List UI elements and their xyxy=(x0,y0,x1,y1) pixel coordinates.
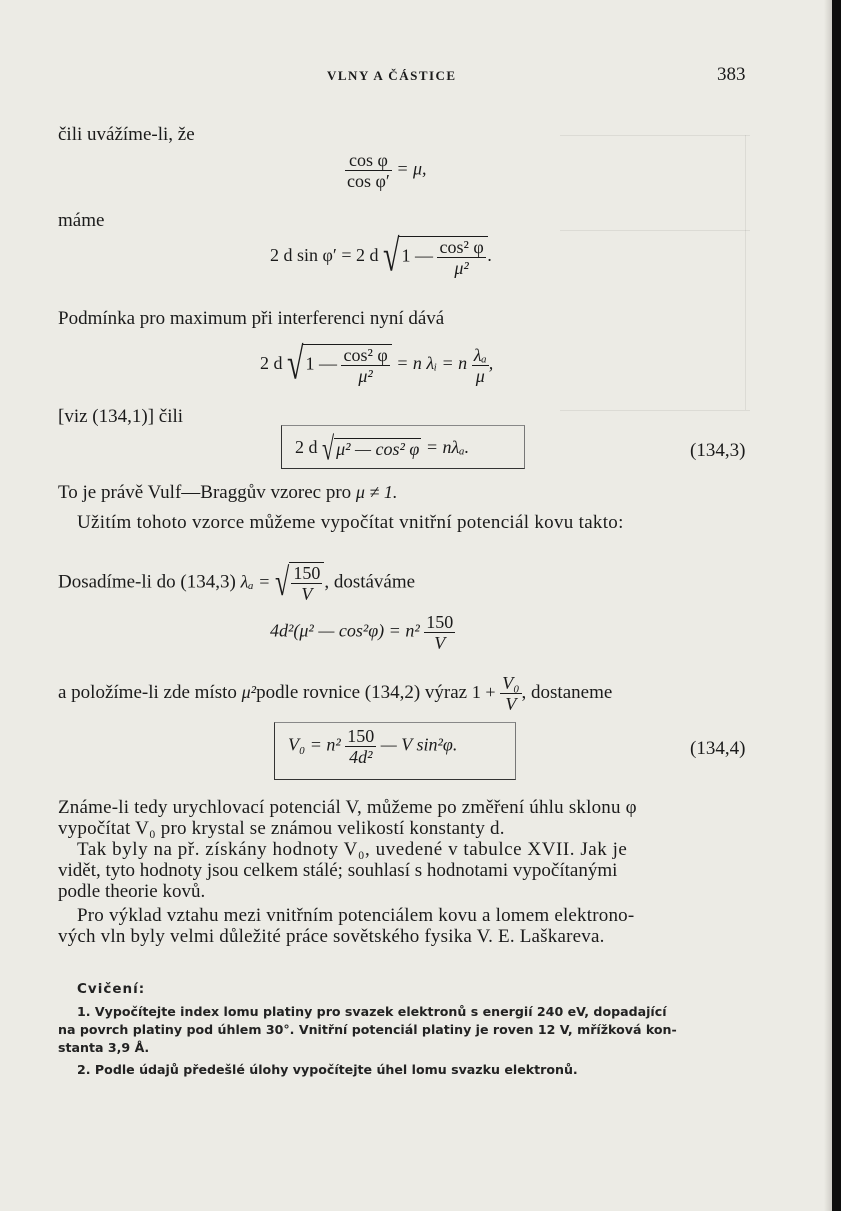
equation-vulf-bragg xyxy=(295,429,470,467)
sqrt-sign: √ xyxy=(287,339,304,389)
fraction xyxy=(472,345,489,386)
bleed-through-line xyxy=(745,135,746,410)
text-span: , dostaneme xyxy=(521,681,613,703)
numerator: cos φ xyxy=(345,150,392,171)
sqrt-body xyxy=(399,236,487,278)
text-line xyxy=(58,562,415,604)
text-span: , dostáváme xyxy=(324,571,416,593)
equation-sin-relation xyxy=(270,231,493,281)
numerator: 150 xyxy=(347,726,375,746)
math-term: 2 d xyxy=(295,437,318,458)
numerator: cos² φ xyxy=(343,345,388,365)
numerator: λₐ xyxy=(473,344,487,365)
denominator: μ xyxy=(475,365,485,386)
text-line: Tak byly na př. získány hodnoty V₀, uvedené v tabulce XVII. Jak je xyxy=(77,839,628,860)
text-line: vypočítat V₀ pro krystal se známou velikostí konstanty d. xyxy=(58,818,505,839)
denominator: cos φ′ xyxy=(347,171,390,191)
denominator: V xyxy=(505,694,517,714)
denominator: μ² xyxy=(358,366,373,386)
text-span: a položíme-li zde místo xyxy=(58,681,237,703)
equation-lhs: 4d²(μ² — cos²φ) = n² xyxy=(270,620,420,641)
equation-lhs: V₀ = n² xyxy=(288,734,341,755)
running-header: VLNY A ČÁSTICE xyxy=(327,68,457,83)
math-inline: λₐ = xyxy=(240,571,271,592)
sqrt-sign: √ xyxy=(382,231,400,281)
text-line: máme xyxy=(58,210,105,231)
math-punct: , xyxy=(488,353,494,374)
denominator: μ² xyxy=(454,258,469,278)
equation-maximum-condition xyxy=(260,339,494,389)
text-span: podle rovnice (134,2) výraz xyxy=(256,681,468,703)
equation-inner-potential xyxy=(288,726,457,767)
numerator: V₀ xyxy=(502,673,520,693)
fraction xyxy=(291,563,322,604)
sqrt-body: μ² — cos² φ xyxy=(336,439,420,459)
fraction xyxy=(424,612,455,653)
bleed-through-line xyxy=(560,135,750,136)
equation-rhs: = nλₐ. xyxy=(425,437,470,458)
equation-rhs: = μ, xyxy=(396,158,427,179)
denominator: V xyxy=(434,633,446,653)
denominator: V xyxy=(301,584,313,604)
text-line: čili uvážíme-li, že xyxy=(58,124,195,145)
fraction xyxy=(500,673,521,714)
text-line xyxy=(58,481,397,504)
exercise-line: 2. Podle údajů předešlé úlohy vypočítejte úhel lomu svazku elektronů. xyxy=(77,1062,578,1077)
text-line: Podmínka pro maximum při interferenci nyní dává xyxy=(58,308,445,329)
equation-rhs: — V sin²φ. xyxy=(380,734,458,755)
fraction xyxy=(437,237,485,278)
math-term: 1 — xyxy=(401,245,433,266)
text-line xyxy=(58,673,612,714)
equation-number: (134,3) xyxy=(690,440,746,461)
numerator: 150 xyxy=(426,612,454,632)
equation-rhs: = n λᵢ = n xyxy=(396,353,468,374)
exercise-line: stanta 3,9 Å. xyxy=(58,1040,150,1055)
text-line: Známe-li tedy urychlovací potenciál V, můžeme po změření úhlu sklonu φ xyxy=(58,797,637,818)
equation-lhs: 2 d sin φ′ = 2 d xyxy=(270,245,379,266)
bleed-through-line xyxy=(560,410,750,411)
exercise-line: na povrch platiny pod úhlem 30°. Vnitřní potenciál platiny je roven 12 V, mřížková kon- xyxy=(58,1022,677,1037)
sqrt-body xyxy=(289,562,324,604)
math-inline: μ² xyxy=(241,681,257,702)
text-line: vidět, tyto hodnoty jsou celkem stálé; souhlasí s hodnotami vypočítanými xyxy=(58,860,618,881)
text-line: Užitím tohoto vzorce můžeme vypočítat vnitřní potenciál kovu takto: xyxy=(77,512,624,533)
math-term: 2 d xyxy=(260,353,283,374)
math-inline: μ ≠ 1. xyxy=(355,482,398,502)
numerator: cos² φ xyxy=(439,237,484,257)
text-span: To je právě Vulf—Braggův vzorec pro xyxy=(58,482,352,503)
page-number: 383 xyxy=(717,64,746,85)
equation-cos-ratio xyxy=(345,150,427,191)
fraction xyxy=(345,726,376,767)
text-line: [viz (134,1)] čili xyxy=(58,406,184,427)
text-line: Pro výklad vztahu mezi vnitřním potenciálem kovu a lomem elektrono- xyxy=(77,905,635,926)
equation-number: (134,4) xyxy=(690,738,746,759)
math-punct: . xyxy=(487,245,493,266)
numerator: 150 xyxy=(293,563,321,583)
fraction xyxy=(341,345,389,386)
sqrt-sign: √ xyxy=(275,560,290,604)
fraction xyxy=(345,150,392,191)
equation-substituted xyxy=(270,612,455,653)
text-line: vých vln byly velmi důležité práce sovětského fysika V. E. Laškareva. xyxy=(58,926,605,947)
sqrt-body xyxy=(303,344,391,386)
sqrt-sign: √ xyxy=(322,429,335,467)
exercise-line: 1. Vypočítejte index lomu platiny pro svazek elektronů s energií 240 eV, dopadající xyxy=(77,1004,667,1019)
math-inline: 1 + xyxy=(471,681,496,702)
text-line: podle theorie kovů. xyxy=(58,881,206,902)
exercises-heading: Cvičení: xyxy=(77,981,146,997)
bleed-through-line xyxy=(560,230,750,231)
math-term: 1 — xyxy=(305,353,337,374)
denominator: 4d² xyxy=(349,747,373,767)
text-span: Dosadíme-li do (134,3) xyxy=(58,571,236,593)
